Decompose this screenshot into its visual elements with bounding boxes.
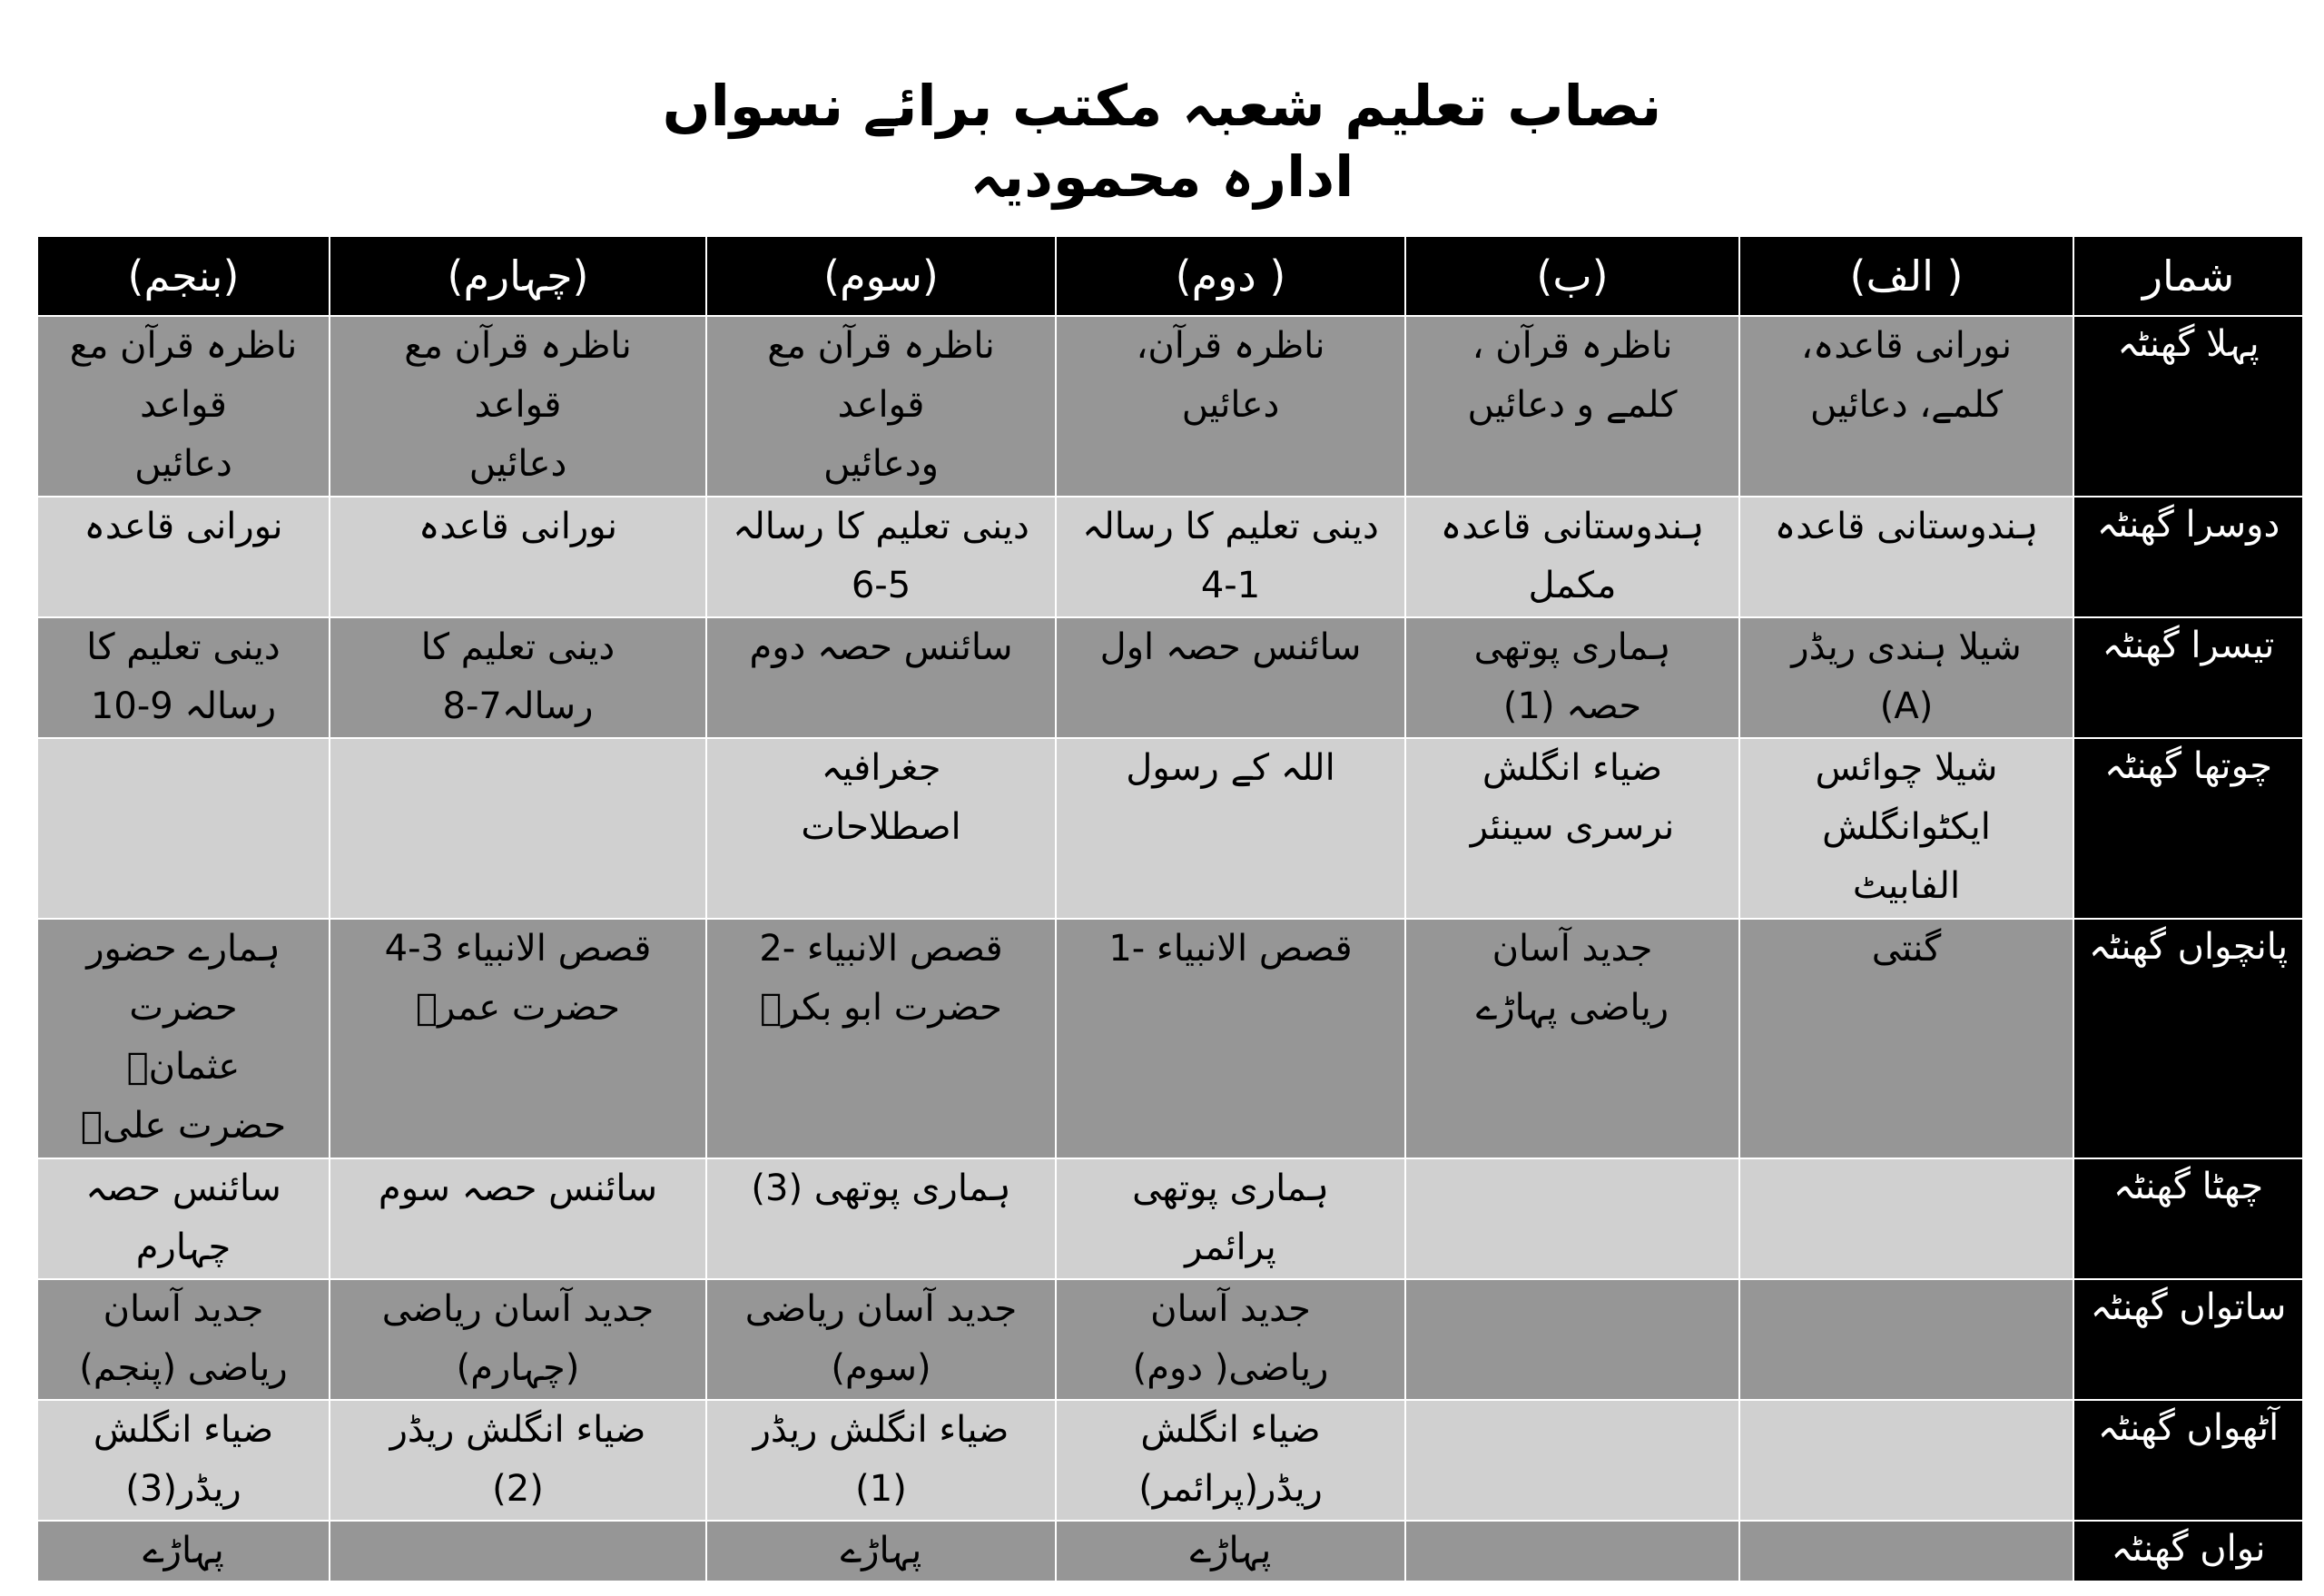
cell-text: ضیاء انگلش ریڈر [389,1409,646,1451]
table-cell [1056,1521,1405,1581]
cell-text: حضرت ابو بکرؓ [760,987,1002,1029]
cell-text: ہندوستانی قاعدہ [1440,506,1705,547]
cell-text: ناظرہ قرآن مع [767,325,995,367]
table-cell [1056,316,1405,497]
table-cell [37,1521,330,1581]
table-cell [330,1279,706,1400]
table-row [37,316,2303,497]
table-header [37,236,2303,316]
header-row [37,236,2303,316]
table-cell [1739,497,2073,617]
header-alif: ( الف) [1739,236,2073,316]
cell-text: ہماری پوتھی [1473,626,1671,668]
cell-text: ناظرہ قرآن مع [69,325,298,367]
period-label: پانچواں گھنٹہ [2073,919,2303,1158]
table-row [37,919,2303,1158]
cell-text: سائنس حصہ دوم [749,626,1013,668]
cell-text: نرسری سینئر [1470,806,1675,848]
table-cell [37,919,330,1158]
table-row [37,617,2303,738]
cell-text: پہاڑے [840,1530,922,1571]
header-dom: ( دوم) [1056,236,1405,316]
period-label: پہلا گھنٹہ [2073,316,2303,497]
cell-text: (A) [1879,685,1934,727]
table-cell [330,1400,706,1521]
cell-text: جدید آسان [103,1288,264,1330]
table-cell [330,1158,706,1279]
table-cell [706,497,1056,617]
cell-text: عثمانؓ [126,1046,241,1088]
period-label: چھٹا گھنٹہ [2073,1158,2303,1279]
cell-text: گنتی [1871,928,1942,970]
table-cell [706,1521,1056,1581]
cell-text: قصص الانبیاء -1 [1108,928,1353,970]
table-cell [1056,919,1405,1158]
table-cell [706,919,1056,1158]
cell-text: دعائیں [1181,384,1280,426]
table-cell [37,1158,330,1279]
cell-text: سائنس حصہ اول [1099,626,1362,668]
cell-text: (چہارم) [456,1347,580,1389]
header-be: (ب) [1405,236,1739,316]
cell-text: سائنس حصہ سوم [378,1167,658,1209]
cell-text: ہمارے حضور [86,928,281,970]
table-cell [1056,738,1405,919]
cell-text: ناظرہ قرآن ، [1472,325,1673,367]
cell-text: سائنس حصہ [85,1167,281,1209]
cell-text: جدید آسان ریاضی [744,1288,1018,1330]
cell-text: شیلا ہندی ریڈر [1791,626,2022,668]
table-cell [1739,316,2073,497]
table-cell [1405,617,1739,738]
cell-text: دعائیں [134,443,232,485]
title-line-2: ادارہ محمودیہ [970,143,1354,210]
cell-text: ریاضی پہاڑے [1475,987,1669,1029]
table-row [37,1158,2303,1279]
period-label: دوسرا گھنٹہ [2073,497,2303,617]
table-cell [330,316,706,497]
cell-text: ودعائیں [823,443,939,485]
header-chaharum: (چہارم) [330,236,706,316]
cell-text: ریاضی (پنجم) [79,1347,288,1389]
table-cell [1405,497,1739,617]
header-som: (سوم) [706,236,1056,316]
table-cell [706,1158,1056,1279]
table-cell [1056,497,1405,617]
table-body [37,316,2303,1581]
table-cell [1056,617,1405,738]
table-cell [330,497,706,617]
cell-text: 6-5 [851,565,911,606]
cell-text: ضیاء انگلش [1482,747,1663,789]
table-cell [1056,1158,1405,1279]
cell-text: پہاڑے [1189,1530,1272,1571]
cell-text: چہارم [135,1227,231,1268]
cell-text: 4-1 [1200,565,1261,606]
period-label: ساتواں گھنٹہ [2073,1279,2303,1400]
table-cell [37,497,330,617]
curriculum-table [36,235,2304,1582]
cell-text: قواعد [474,384,562,426]
table-cell [37,738,330,919]
cell-text: ضیاء انگلش ریڈر [753,1409,1009,1451]
table-cell [330,919,706,1158]
cell-text: حصہ (1) [1502,685,1642,727]
cell-text: حضرت علیؓ [80,1105,287,1147]
cell-text: کلمے و دعائیں [1467,384,1678,426]
period-label: آٹھواں گھنٹہ [2073,1400,2303,1521]
table-row [37,1279,2303,1400]
cell-text: ریڈر(پرائمر) [1138,1468,1323,1510]
header-panjum: (بنجم) [37,236,330,316]
cell-text: دینی تعلیم کا رسالہ [1082,506,1379,547]
table-cell [1405,316,1739,497]
cell-text: اللہ کے رسول [1126,747,1335,789]
cell-text: پرائمر [1185,1227,1276,1268]
cell-text: ناظرہ قرآن مع [404,325,632,367]
table-cell [330,1521,706,1581]
cell-text: ضیاء انگلش [1140,1409,1321,1451]
cell-text: نورانی قاعدہ، [1801,325,2012,367]
table-cell [37,617,330,738]
table-row [37,1400,2303,1521]
cell-text: دینی تعلیم کا رسالہ [733,506,1029,547]
cell-text: ضیاء انگلش [93,1409,274,1451]
cell-text: جدید آسان [1150,1288,1311,1330]
cell-text: (2) [492,1468,544,1510]
cell-text: حضرت عمرؓ [416,987,620,1029]
cell-text: جغرافیہ [821,747,941,789]
table-cell [1056,1279,1405,1400]
table-cell [1739,1279,2073,1400]
cell-text: دعائیں [468,443,567,485]
cell-text: کلمے، دعائیں [1810,384,2003,426]
cell-text: قصص الانبیاء 3-4 [384,928,652,970]
table-cell [1739,1400,2073,1521]
table-row [37,1521,2303,1581]
cell-text: جدید آسان ریاضی [381,1288,655,1330]
cell-text: ہماری پوتھی [1132,1167,1329,1209]
table-cell [706,1400,1056,1521]
table-cell [1056,1400,1405,1521]
cell-text: الفابیٹ [1852,865,1961,907]
cell-text: ریڈر(3) [125,1468,241,1510]
period-label: چوتھا گھنٹہ [2073,738,2303,919]
cell-text: (سوم) [831,1347,931,1389]
cell-text: حضرت [129,987,238,1029]
cell-text: رسالہ 9-10 [90,685,277,727]
cell-text: قصص الانبیاء -2 [759,928,1003,970]
cell-text: رسالہ7-8 [442,685,594,727]
cell-text: نورانی قاعدہ [84,506,283,547]
table-cell [1405,1279,1739,1400]
table-cell [1405,738,1739,919]
table-cell [706,1279,1056,1400]
cell-text: (1) [855,1468,907,1510]
table-cell [1739,1158,2073,1279]
cell-text: جدید آسان [1492,928,1653,970]
cell-text: اصطلاحات [801,806,961,848]
cell-text: ناظرہ قرآن، [1136,325,1325,367]
table-cell [706,617,1056,738]
table-row [37,738,2303,919]
cell-text: قواعد [140,384,227,426]
table-cell [1739,919,2073,1158]
cell-text: پہاڑے [143,1530,224,1571]
cell-text: شیلا چوائس [1815,747,1998,789]
table-cell [1739,738,2073,919]
table-cell [37,316,330,497]
table-cell [37,1279,330,1400]
table-cell [1739,617,2073,738]
header-serial: شمار [2073,236,2303,316]
cell-text: ایکٹوانگلش [1822,806,1991,848]
period-label: تیسرا گھنٹہ [2073,617,2303,738]
table-cell [1405,1400,1739,1521]
table-cell [1405,1158,1739,1279]
title-line-1: نصاب تعلیم شعبہ مکتب برائے نسواں [662,73,1662,139]
cell-text: ریاضی( دوم) [1132,1347,1329,1389]
table-cell [330,738,706,919]
page-title [0,71,2324,212]
cell-text: ہماری پوتھی (3) [751,1167,1011,1209]
cell-text: دینی تعلیم کا [420,626,615,668]
period-label: نواں گھنٹہ [2073,1521,2303,1581]
cell-text: مکمل [1528,565,1617,606]
table-cell [706,738,1056,919]
table-cell [1405,919,1739,1158]
table-row [37,497,2303,617]
table-cell [1405,1521,1739,1581]
cell-text: ہندوستانی قاعدہ [1774,506,2039,547]
cell-text: نورانی قاعدہ [418,506,618,547]
table-cell [330,617,706,738]
table-cell [1739,1521,2073,1581]
cell-text: دینی تعلیم کا [86,626,281,668]
table-cell [37,1400,330,1521]
cell-text: قواعد [837,384,925,426]
table-cell [706,316,1056,497]
